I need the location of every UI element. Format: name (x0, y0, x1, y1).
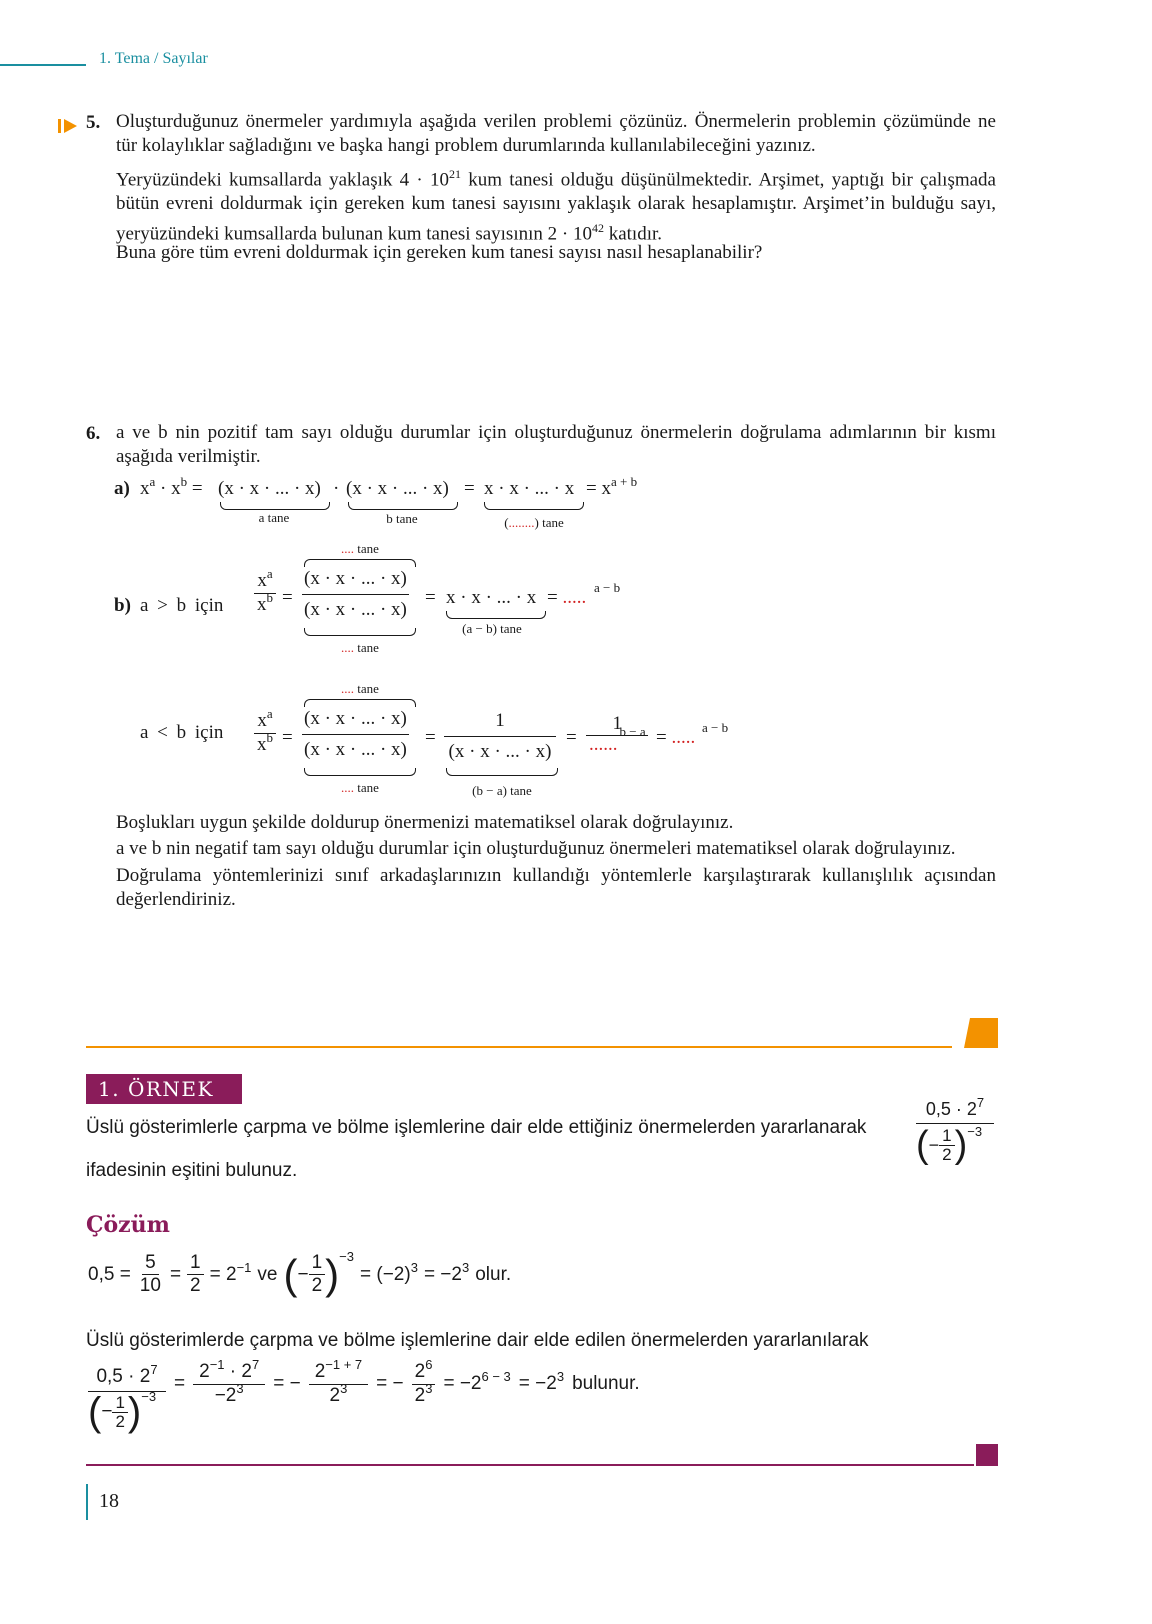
equals: = (464, 478, 475, 499)
section-title: 1. Tema / Sayılar (99, 50, 208, 67)
equals: = (566, 727, 577, 748)
example-text-3: Üslü gösterimlerde çarpma ve bölme işlemlerine dair elde edilen önermelerden yararlanılarak (86, 1330, 869, 1351)
example-divider (86, 1046, 952, 1048)
b-product: x · x · ... · x (446, 587, 537, 608)
q5-paragraph-2: Yeryüzündeki kumsallarda yaklaşık $4 \cdot 10^{21}$ kum tanesi olduğu düşünülmektedir. Arşimet, yaptığı bir çalışmada bütün evreni doldurmak için gereken kum tanesi sayısını yaklaşık olarak hesaplamıştır. Arşimet’in bulduğu sayı, yeryüzündeki kumsallarda bulunan kum tanesi sayısının $2 \cdot 10^{42}$ katıdır. (116, 167, 996, 245)
example-title-text: 1. ÖRNEK (98, 1077, 214, 1101)
part-a-result: = $x^{a + b}$ (586, 474, 638, 499)
arrow-icon (58, 118, 78, 134)
brace-bma (446, 768, 558, 776)
part-a-label: a) (114, 478, 130, 499)
page-number: 18 (99, 1490, 119, 1512)
maroon-square-icon (976, 1444, 998, 1466)
group-a: (x · x · ... · x) (218, 478, 321, 499)
example-text-1: Üslü gösterimlerle çarpma ve bölme işlemlerine dair elde ettiğiniz önermelerden yararlanarak (86, 1117, 867, 1138)
b-top-tane: .... tane (341, 541, 379, 556)
c-big-fraction: $\frac{(x \cdot x \cdot ... \cdot x)}{(x \cdot x \cdot ... \cdot x)}$ (304, 708, 407, 760)
footer-rule (86, 1484, 88, 1520)
c-bottom-tane: .... tane (341, 780, 379, 795)
q6-outro-2: a ve b nin negatif tam sayı olduğu durumlar için oluşturduğunuz önermeleri matematiksel olarak doğrulayınız. (116, 838, 956, 859)
part-c-condition: a < b için (140, 722, 224, 743)
q6-text: a ve b nin pozitif tam sayı olduğu durumlar için oluşturduğunuz önermelerin doğrulama adımlarının bir kısmı aşağıda verilmiştir. (116, 422, 996, 467)
q6-outro-1: Boşlukları uygun şekilde doldurup önermenizi matematiksel olarak doğrulayınız. (116, 812, 734, 833)
c-top-tane: .... tane (341, 681, 379, 696)
blank-tane-label: (........) tane (504, 515, 564, 530)
c-result: = ..... (656, 727, 696, 748)
equals: = (282, 727, 293, 748)
q5-question: Buna göre tüm evreni doldurmak için gereken kum tanesi sayısı nasıl hesaplanabilir? (116, 242, 763, 263)
solution-title: Çözüm (86, 1212, 170, 1238)
amb-tane-label: (a − b) tane (462, 621, 522, 636)
b-tane-label: b tane (386, 511, 418, 526)
group-b: (x · x · ... · x) (346, 478, 449, 499)
q6-number: 6. (86, 423, 101, 444)
b-bottom-tane: .... tane (341, 640, 379, 655)
header-rule (0, 64, 86, 66)
times-dot: · (333, 478, 340, 499)
b-result-exp: a − b (594, 580, 621, 595)
b-result: = ..... (547, 587, 587, 608)
part-b-label: b) (114, 595, 131, 616)
brace-b-bottom (304, 628, 416, 636)
part-b-condition: a > b için (140, 595, 224, 616)
example-text-2: ifadesinin eşitini bulunuz. (86, 1160, 298, 1181)
q5-text: Oluşturduğunuz önermeler yardımıyla aşağıda verilen problemi çözünüz. Önermelerin problemin çözümünde ne tür kolaylıklar sağladığını ve başka hangi problem durumlarında kullanılabileceğini yazınız. (116, 111, 996, 156)
q6-outro-3: Doğrulama yöntemlerinizi sınıf arkadaşlarınızın kullandığı yöntemlerle karşılaştırarak kullanışlılık açısından değerlendiriniz. (116, 865, 996, 910)
c-one-over-x: $\frac{1}{......^{b - a}}$ (586, 713, 649, 755)
c-result-exp: a − b (702, 720, 729, 735)
c-lhs-fraction: $\frac{x^a}{x^b}$ (254, 710, 276, 757)
brace-a (220, 502, 330, 510)
c-one-over-group: $\frac{1}{(x \cdot x \cdot ... \cdot x)}$ (444, 708, 556, 763)
brace-b (348, 502, 458, 510)
brace-amb (446, 611, 546, 619)
solution-line-2: $0,5 \cdot 2^7$ ( − $\frac{1}{2}$ ) −3 = $\frac{2^{-1} \cdot 2^7}{-2^3}$ = − $\frac{2^{-1 + 7}}{2^3}$ = − $\frac{2^6}{2^3}$ = $-2^{6 - 3}$ = $-2^3$ bulunur. (88, 1356, 640, 1434)
a-tane-label: a tane (258, 510, 290, 525)
b-lhs-fraction: $\frac{x^a}{x^b}$ (254, 570, 276, 617)
brace-ab (484, 502, 584, 510)
orange-tab-icon (964, 1018, 998, 1048)
equals: = (425, 587, 436, 608)
brace-c-bottom (304, 768, 416, 776)
b-big-fraction: $\frac{(x \cdot x \cdot ... \cdot x)}{(x \cdot x \cdot ... \cdot x)}$ (304, 568, 407, 620)
example-expression: $0,5 \cdot 2^7$ ( − $\frac{1}{2}$ ) −3 (916, 1099, 994, 1164)
bma-tane-label: (b − a) tane (472, 783, 532, 798)
q5-number: 5. (86, 112, 101, 133)
equals: = (282, 587, 293, 608)
solution-line-1: 0,5 = $\frac{5}{10}$ = $\frac{1}{2}$ = $2^{-1}$ ve ( − $\frac{1}{2}$ ) −3 = $(-2)^3$ = $-2^3$ olur. (88, 1249, 512, 1298)
bottom-rule (86, 1464, 974, 1466)
group-ab: x · x · ... · x (484, 478, 575, 499)
equals: = (425, 727, 436, 748)
part-a-lhs: $x^a \cdot x^b$ = (140, 474, 203, 499)
